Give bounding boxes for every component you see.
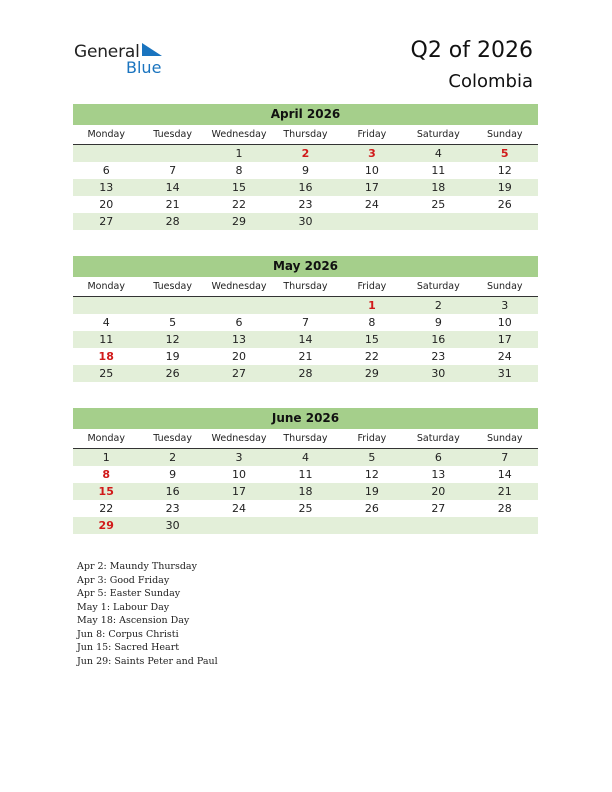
holiday-day-cell: 5: [500, 147, 509, 160]
week-row: [73, 162, 538, 179]
month-title: April 2026: [73, 104, 538, 125]
week-row: [73, 483, 538, 500]
page-title: Q2 of 2026: [410, 38, 533, 63]
logo-general-text: General: [74, 42, 140, 62]
day-cell: 14: [165, 181, 180, 194]
day-cell: [272, 297, 338, 314]
week-row: [73, 213, 538, 230]
day-cell: 28: [497, 502, 512, 515]
weekday-label: Friday: [357, 129, 387, 140]
day-cell: 28: [165, 215, 180, 228]
day-cell: 13: [99, 181, 114, 194]
holiday-day-cell: 8: [102, 468, 111, 481]
day-cell: 6: [235, 316, 243, 329]
month-title: June 2026: [73, 408, 538, 429]
weekday-label: Sunday: [486, 433, 523, 444]
day-cell: 24: [232, 502, 247, 515]
holiday-day-cell: 29: [98, 519, 114, 532]
day-cell: 17: [364, 181, 379, 194]
day-cell: 20: [431, 485, 446, 498]
day-cell: 5: [169, 316, 177, 329]
day-cell: 10: [232, 468, 247, 481]
weekday-label: Thursday: [283, 433, 328, 444]
day-cell: 12: [364, 468, 379, 481]
week-row: [73, 517, 538, 534]
day-cell: 10: [497, 316, 512, 329]
day-cell: 22: [364, 350, 379, 363]
day-cell: 31: [497, 367, 512, 380]
day-cell: [472, 517, 538, 534]
week-row: [73, 297, 538, 314]
day-cell: 3: [235, 451, 243, 464]
month-title: May 2026: [73, 256, 538, 277]
logo-blue-text: Blue: [126, 58, 162, 77]
weekday-label: Wednesday: [211, 281, 267, 292]
day-cell: 4: [434, 147, 442, 160]
day-cell: [339, 213, 405, 230]
weekday-label: Wednesday: [211, 129, 267, 140]
holiday-day-cell: 3: [368, 147, 376, 160]
day-cell: 8: [368, 316, 376, 329]
day-cell: [73, 145, 139, 162]
holiday-list-item: Apr 5: Easter Sunday: [77, 588, 181, 599]
holiday-list-item: May 1: Labour Day: [77, 601, 170, 613]
day-cell: 18: [298, 485, 313, 498]
day-cell: 18: [431, 181, 446, 194]
day-cell: 26: [497, 198, 512, 211]
logo: [74, 42, 184, 78]
day-cell: 3: [501, 299, 509, 312]
day-cell: 14: [497, 468, 512, 481]
day-cell: 21: [497, 485, 512, 498]
day-cell: 23: [298, 198, 313, 211]
holiday-list-item: Jun 8: Corpus Christi: [77, 628, 179, 640]
day-cell: 29: [364, 367, 379, 380]
weekday-label: Sunday: [486, 281, 523, 292]
week-row: [73, 449, 538, 466]
day-cell: [472, 213, 538, 230]
day-cell: 26: [364, 502, 379, 515]
weekday-label: Tuesday: [153, 433, 192, 444]
day-cell: 21: [165, 198, 180, 211]
day-cell: 20: [99, 198, 114, 211]
day-cell: 4: [301, 451, 309, 464]
weekday-label: Friday: [357, 433, 387, 444]
day-cell: 25: [99, 367, 114, 380]
weekday-header-row: [73, 125, 538, 145]
day-cell: 12: [165, 333, 180, 346]
holiday-list-item: Jun 15: Sacred Heart: [77, 642, 180, 653]
day-cell: 25: [431, 198, 446, 211]
day-cell: 27: [431, 502, 446, 515]
day-cell: [139, 297, 205, 314]
weekday-header-row: [73, 277, 538, 297]
day-cell: 24: [364, 198, 379, 211]
day-cell: 21: [298, 350, 313, 363]
day-cell: 19: [364, 485, 379, 498]
day-cell: 12: [497, 164, 512, 177]
day-cell: 7: [501, 451, 509, 464]
week-row: [73, 500, 538, 517]
month-calendar: [73, 408, 538, 534]
holiday-list-item: Apr 2: Maundy Thursday: [77, 561, 197, 572]
week-row: [73, 179, 538, 196]
day-cell: 19: [165, 350, 180, 363]
day-cell: 13: [431, 468, 446, 481]
weekday-label: Monday: [87, 281, 125, 292]
week-row: [73, 348, 538, 365]
month-calendar: [73, 104, 538, 230]
day-cell: [73, 297, 139, 314]
weekday-label: Thursday: [283, 281, 328, 292]
day-cell: 26: [165, 367, 180, 380]
day-cell: 2: [169, 451, 177, 464]
day-cell: 23: [431, 350, 446, 363]
weekday-label: Tuesday: [153, 129, 192, 140]
day-cell: [206, 297, 272, 314]
day-cell: 4: [102, 316, 110, 329]
weekday-label: Monday: [87, 433, 125, 444]
weekday-label: Wednesday: [211, 433, 267, 444]
day-cell: 16: [165, 485, 180, 498]
day-cell: 11: [431, 164, 446, 177]
day-cell: 11: [298, 468, 313, 481]
day-cell: 9: [301, 164, 309, 177]
holiday-list: [77, 560, 218, 668]
day-cell: 22: [99, 502, 114, 515]
day-cell: 9: [169, 468, 177, 481]
day-cell: [206, 517, 272, 534]
weekday-label: Thursday: [283, 129, 328, 140]
day-cell: 29: [232, 215, 247, 228]
day-cell: [405, 517, 471, 534]
day-cell: 15: [364, 333, 379, 346]
holiday-day-cell: 2: [301, 147, 310, 160]
day-cell: 6: [102, 164, 110, 177]
logo-triangle-icon: [142, 43, 164, 59]
day-cell: 19: [497, 181, 512, 194]
day-cell: [405, 213, 471, 230]
day-cell: 28: [298, 367, 313, 380]
day-cell: [339, 517, 405, 534]
day-cell: 1: [235, 147, 243, 160]
weekday-label: Tuesday: [153, 281, 192, 292]
day-cell: 20: [232, 350, 247, 363]
holiday-day-cell: 1: [368, 299, 376, 312]
weekday-label: Monday: [87, 129, 125, 140]
day-cell: 22: [232, 198, 247, 211]
month-calendar: [73, 256, 538, 382]
weekday-label: Friday: [357, 281, 387, 292]
weekday-label: Saturday: [416, 281, 460, 292]
day-cell: 14: [298, 333, 313, 346]
day-cell: 13: [232, 333, 247, 346]
day-cell: 27: [232, 367, 247, 380]
weekday-header-row: [73, 429, 538, 449]
week-row: [73, 331, 538, 348]
day-cell: 30: [165, 519, 180, 532]
day-cell: 27: [99, 215, 114, 228]
weekday-label: Saturday: [416, 129, 460, 140]
day-cell: 16: [298, 181, 313, 194]
week-row: [73, 365, 538, 382]
day-cell: [139, 145, 205, 162]
day-cell: 8: [235, 164, 243, 177]
day-cell: 7: [301, 316, 309, 329]
day-cell: 7: [169, 164, 177, 177]
day-cell: [272, 517, 338, 534]
holiday-list-item: Jun 29: Saints Peter and Paul: [77, 655, 218, 667]
day-cell: 30: [431, 367, 446, 380]
holiday-list-item: May 18: Ascension Day: [77, 615, 190, 626]
day-cell: 2: [434, 299, 442, 312]
week-row: [73, 314, 538, 331]
day-cell: 1: [102, 451, 110, 464]
day-cell: 11: [99, 333, 114, 346]
day-cell: 17: [232, 485, 247, 498]
day-cell: 5: [368, 451, 376, 464]
holiday-list-item: Apr 3: Good Friday: [77, 574, 170, 586]
country-name: Colombia: [448, 71, 533, 92]
holiday-day-cell: 18: [98, 350, 114, 363]
day-cell: 30: [298, 215, 313, 228]
day-cell: 23: [165, 502, 180, 515]
week-row: [73, 466, 538, 483]
day-cell: 10: [364, 164, 379, 177]
day-cell: 24: [497, 350, 512, 363]
week-row: [73, 196, 538, 213]
day-cell: 25: [298, 502, 313, 515]
day-cell: 9: [434, 316, 442, 329]
day-cell: 15: [232, 181, 247, 194]
day-cell: 6: [434, 451, 442, 464]
week-row: [73, 145, 538, 162]
day-cell: 16: [431, 333, 446, 346]
weekday-label: Saturday: [416, 433, 460, 444]
weekday-label: Sunday: [486, 129, 523, 140]
day-cell: 17: [497, 333, 512, 346]
holiday-day-cell: 15: [98, 485, 114, 498]
